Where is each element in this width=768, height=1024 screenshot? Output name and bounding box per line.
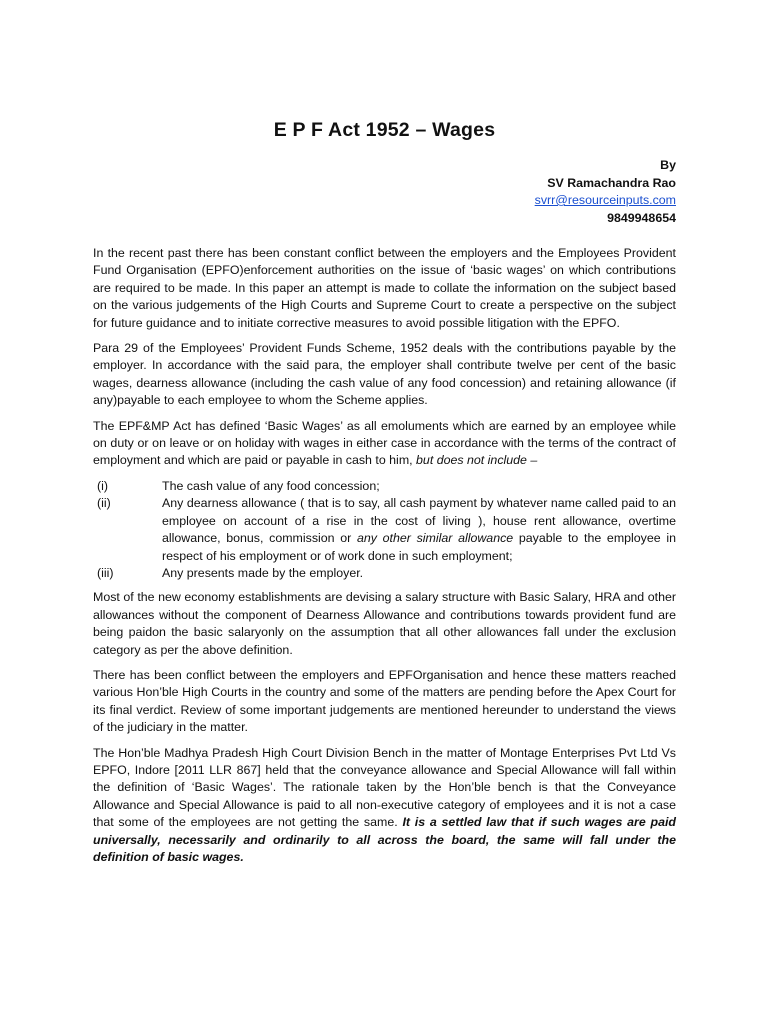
list-item-number: (ii) bbox=[97, 496, 111, 511]
list-item-text-part: Any dearness allowance ( that is to say, all cash payment by whatever name called paid to an employee on account of a rise in the cost of living ), house rent allowance, overtime allowance, bonus, commission or bbox=[162, 496, 676, 546]
paragraph-basic-wages-definition bbox=[93, 418, 676, 470]
page-title: E P F Act 1952 – Wages bbox=[273, 119, 496, 141]
author-email-link[interactable]: svrr@resourceinputs.com bbox=[534, 193, 676, 207]
author-block bbox=[93, 157, 676, 227]
list-item-text: The cash value of any food concession; bbox=[162, 478, 380, 493]
paragraph-mp-high-court bbox=[93, 745, 676, 867]
list-item bbox=[93, 478, 676, 495]
document-body bbox=[93, 245, 676, 866]
paragraph-para-29: Para 29 of the Employees’ Provident Funds Scheme, 1952 deals with the contributions payable by the employer. In accordance with the said para, the employer shall contribute twelve per cent of the basic wages, dearness allowance (including the cash value of any food concession) and retaining allowance (if any)payable to each employee to whom the Scheme applies. bbox=[93, 341, 676, 408]
list-item-text: Any presents made by the employer. bbox=[162, 565, 364, 580]
paragraph-intro: In the recent past there has been constant conflict between the employers and the Employees Provident Fund Organisation (EPFO)enforcement authorities on the issue of ‘basic wages’ on which contributions are required to be made. In this paper an attempt is made to collate the information on the subject based on the various judgements of the High Courts and Supreme Court to create a perspective on the subject for future guidance and to initiate corrective measures to avoid possible litigation with the EPFO. bbox=[93, 246, 676, 330]
list-item-italic-phrase: any other similar allowance bbox=[356, 531, 514, 546]
author-name: SV Ramachandra Rao bbox=[547, 175, 676, 190]
list-item bbox=[93, 495, 676, 565]
definition-exclusion-lead: but does not include – bbox=[416, 453, 538, 468]
definition-text: The EPF&MP Act has defined ‘Basic Wages’ as all emoluments which are earned by an employee while on duty or on leave or on holiday with wages in either case in accordance with the terms of the contract of employment and which are paid or payable in cash to him, bbox=[93, 418, 676, 468]
judgement-text: The Hon’ble Madhya Pradesh High Court Division Bench in the matter of Montage Enterprises Pvt Ltd Vs EPFO, Indore [2011 LLR 867] held that the conveyance allowance and Special Allowance will fall within the definition of ‘Basic Wages’. The rationale taken by the Hon’ble bench is that the Conveyance Allowance and Special Allowance is paid to all non-executive category of employees and it is not a case that some of the employees are not getting the same. bbox=[93, 745, 676, 830]
paragraph-new-economy: Most of the new economy establishments are devising a salary structure with Basic Salary, HRA and other allowances without the component of Dearness Allowance and contributions towards provident fund are being paidon the basic salaryonly on the assumption that all other allowances fall under the exclusion category as per the above definition. bbox=[93, 590, 676, 657]
paragraph-conflict: There has been conflict between the employers and EPFOrganisation and hence these matters reached various Hon’ble High Courts in the country and some of the matters are pending before the Apex Court for its final verdict. Review of some important judgements are mentioned hereunder to understand the views of the judiciary in the matter. bbox=[93, 667, 676, 735]
list-item-text-part: payable to the employee in respect of his employment or of work done in such employment; bbox=[162, 531, 677, 563]
list-item bbox=[93, 565, 676, 582]
list-item-number: (iii) bbox=[97, 565, 114, 580]
author-by: By bbox=[660, 158, 676, 172]
list-item-text bbox=[139, 495, 676, 565]
author-phone: 9849948654 bbox=[607, 210, 676, 225]
exclusion-list bbox=[93, 478, 676, 582]
list-item-number: (i) bbox=[97, 478, 109, 493]
judgement-settled-law: It is a settled law that if such wages are paid universally, necessarily and ordinarily to all across the board, the same will fall under the definition of basic wages. bbox=[93, 815, 676, 864]
